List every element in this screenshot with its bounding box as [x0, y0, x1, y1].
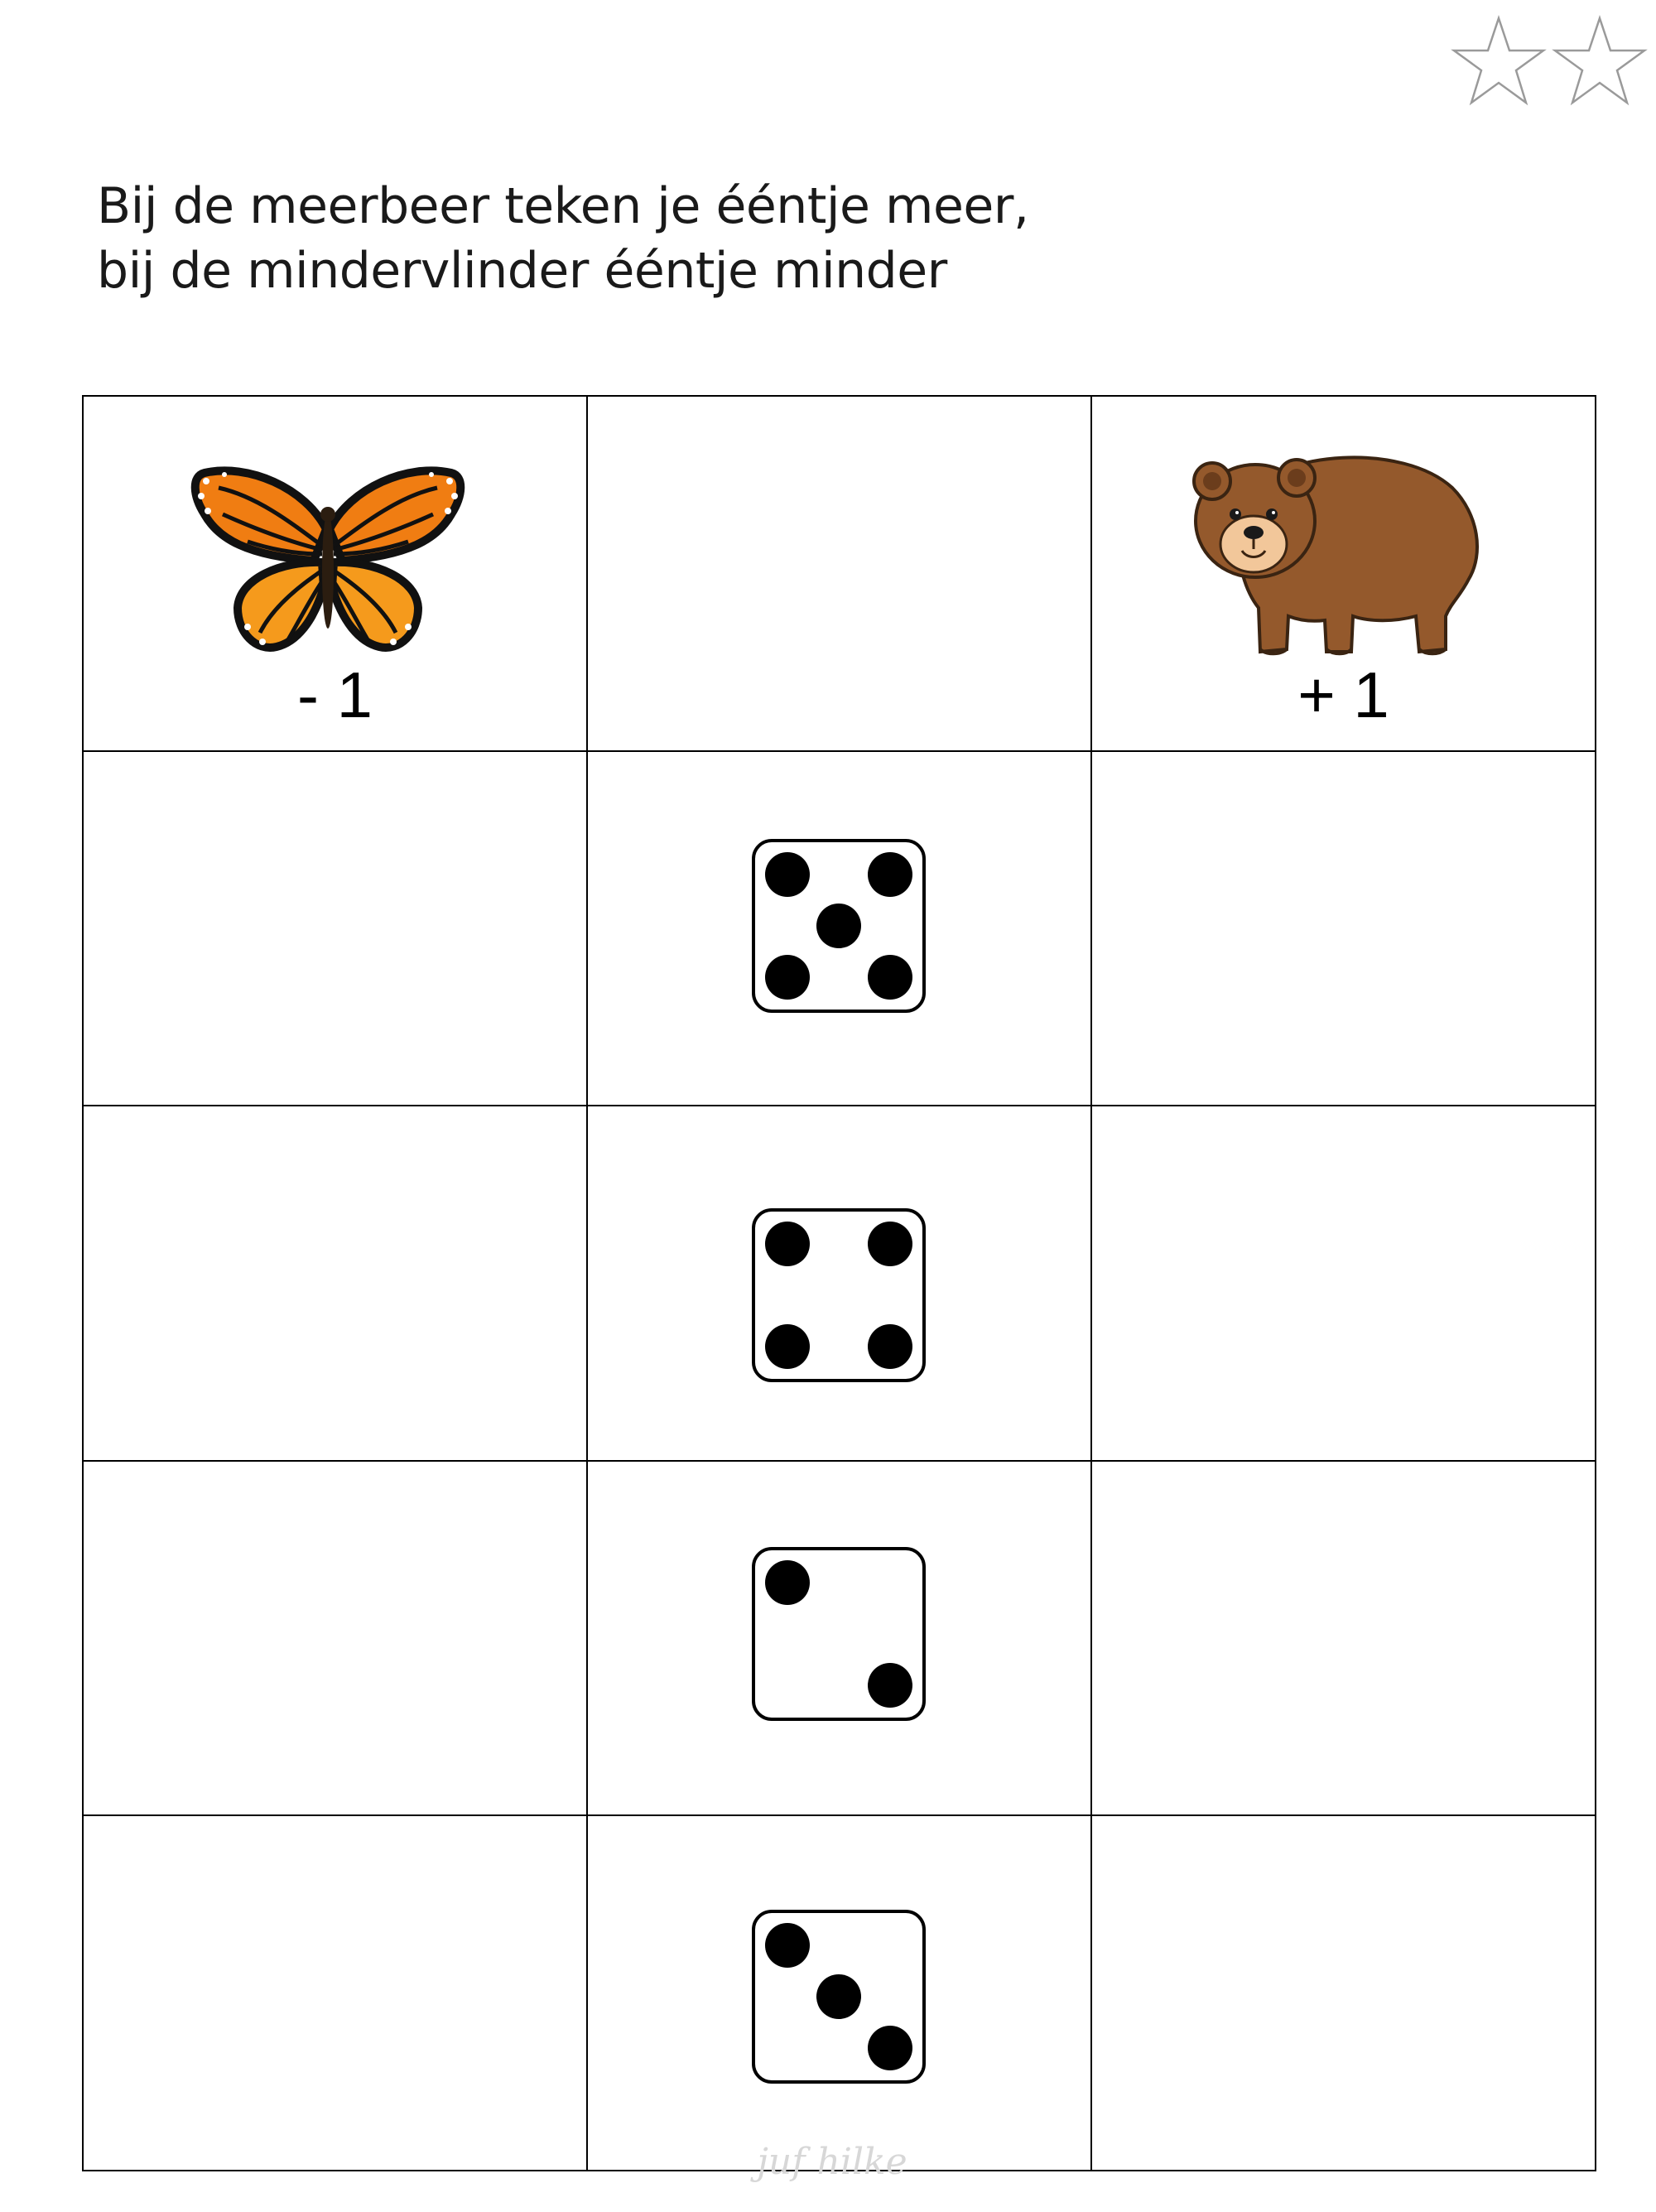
watermark-text: juf hilke [757, 2141, 907, 2183]
dice-pip [765, 1560, 810, 1605]
answer-cell-minus[interactable] [83, 751, 587, 1106]
dice-pip [765, 1923, 810, 1968]
dice-pip [816, 1974, 861, 2019]
dice-pip [868, 1222, 912, 1266]
star-outline-icon [1454, 18, 1543, 103]
dice-pip [868, 2026, 912, 2070]
plus-one-label: + 1 [1297, 658, 1389, 731]
dice-cell [587, 1815, 1091, 2171]
answer-cell-plus[interactable] [1091, 1106, 1596, 1461]
header-row [83, 396, 1596, 751]
dice-pip [765, 1222, 810, 1266]
dice-icon [751, 1207, 927, 1383]
difficulty-stars [1449, 15, 1648, 106]
dice-cell [587, 1106, 1091, 1461]
answer-cell-minus[interactable] [83, 1461, 587, 1816]
dice-pip [868, 852, 912, 897]
dice-row [83, 1815, 1596, 2171]
butterfly-icon [190, 463, 466, 655]
minus-one-label: - 1 [296, 658, 373, 731]
dice-cell [587, 1461, 1091, 1816]
answer-cell-plus[interactable] [1091, 1815, 1596, 2171]
answer-cell-minus[interactable] [83, 1106, 587, 1461]
answer-cell-minus[interactable] [83, 1815, 587, 2171]
dice-cell [587, 751, 1091, 1106]
dice-pip [765, 955, 810, 1000]
butterfly-cell [83, 396, 587, 751]
dice-pip [868, 1324, 912, 1369]
bear-icon [1187, 438, 1485, 662]
dice-pip [868, 1663, 912, 1708]
bear-cell [1091, 396, 1596, 751]
empty-header-cell [587, 396, 1091, 751]
dice-icon [751, 1909, 927, 2084]
dice-pip [765, 1324, 810, 1369]
watermark [708, 2141, 956, 2207]
dice-icon [751, 838, 927, 1014]
answer-cell-plus[interactable] [1091, 751, 1596, 1106]
dice-pip [816, 904, 861, 948]
worksheet-grid [82, 395, 1596, 2171]
dice-pip [765, 852, 810, 897]
answer-cell-plus[interactable] [1091, 1461, 1596, 1816]
instruction-line-2: bij de mindervlinder ééntje minder [97, 242, 947, 300]
dice-row [83, 1461, 1596, 1816]
dice-row [83, 1106, 1596, 1461]
star-outline-icon [1555, 18, 1644, 103]
dice-pip [868, 955, 912, 1000]
instruction-text [97, 174, 1029, 303]
instruction-line-1: Bij de meerbeer teken je ééntje meer, [97, 177, 1029, 235]
dice-icon [751, 1546, 927, 1722]
dice-row [83, 751, 1596, 1106]
